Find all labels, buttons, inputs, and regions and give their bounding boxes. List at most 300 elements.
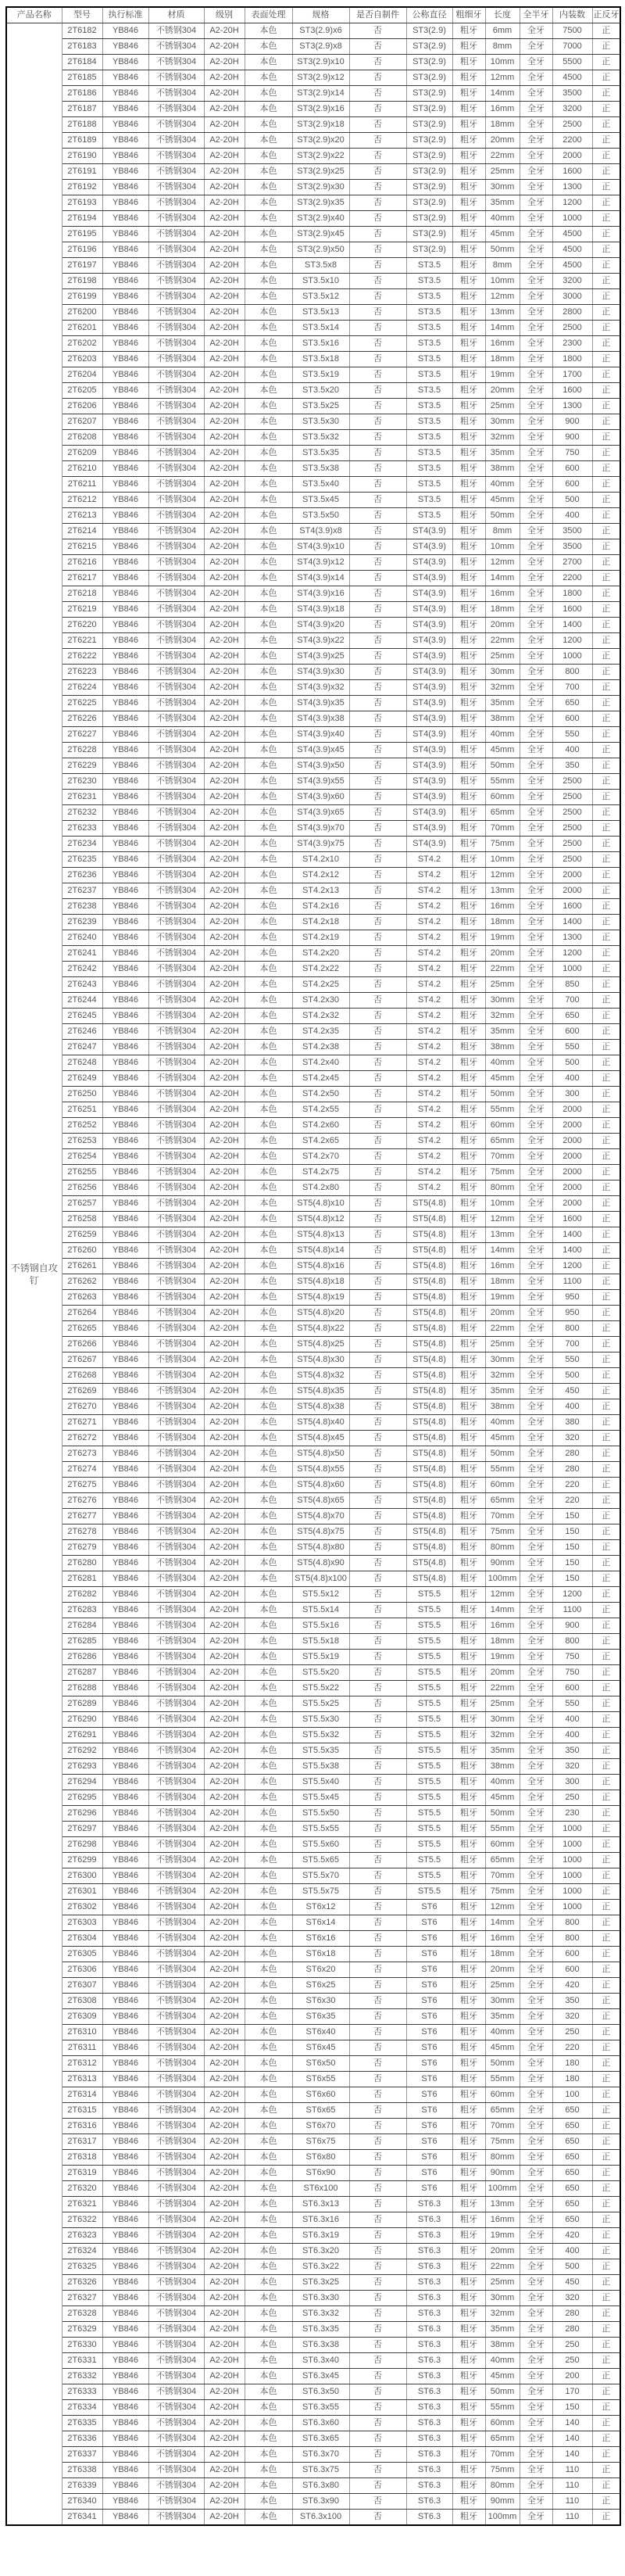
cell-grade: A2-20H xyxy=(204,1994,245,2009)
cell-self-made: 否 xyxy=(349,805,406,821)
cell-surface: 本色 xyxy=(245,915,292,930)
cell-grade: A2-20H xyxy=(204,883,245,899)
cell-model: 2T6304 xyxy=(62,1931,102,1947)
cell-length: 50mm xyxy=(485,2384,520,2400)
cell-thread: 粗牙 xyxy=(452,2510,485,2526)
cell-surface: 本色 xyxy=(245,1227,292,1243)
cell-surface: 本色 xyxy=(245,164,292,180)
cell-direction: 正 xyxy=(592,1900,620,1915)
cell-standard: YB846 xyxy=(102,1462,148,1478)
cell-length: 25mm xyxy=(485,399,520,414)
cell-diameter: ST4.2 xyxy=(406,1181,452,1196)
cell-spec: ST6.3x75 xyxy=(292,2463,349,2478)
cell-direction: 正 xyxy=(592,2181,620,2197)
cell-self-made: 否 xyxy=(349,2400,406,2416)
cell-surface: 本色 xyxy=(245,586,292,602)
cell-direction: 正 xyxy=(592,508,620,524)
cell-full-thread: 全牙 xyxy=(520,1743,552,1759)
cell-qty: 2700 xyxy=(552,555,592,571)
cell-material: 不锈钢304 xyxy=(148,1524,204,1540)
cell-qty: 4500 xyxy=(552,70,592,86)
cell-model: 2T6333 xyxy=(62,2384,102,2400)
cell-thread: 粗牙 xyxy=(452,39,485,55)
cell-spec: ST4(3.9)x45 xyxy=(292,743,349,758)
cell-spec: ST3(2.9)x18 xyxy=(292,117,349,133)
cell-spec: ST5(4.8)x75 xyxy=(292,1524,349,1540)
cell-length: 40mm xyxy=(485,211,520,227)
cell-direction: 正 xyxy=(592,1165,620,1181)
cell-diameter: ST5.5 xyxy=(406,1603,452,1618)
cell-model: 2T6219 xyxy=(62,602,102,618)
cell-grade: A2-20H xyxy=(204,1181,245,1196)
cell-grade: A2-20H xyxy=(204,1728,245,1743)
cell-thread: 粗牙 xyxy=(452,383,485,399)
cell-spec: ST5(4.8)x70 xyxy=(292,1509,349,1524)
table-row xyxy=(6,1759,620,1775)
cell-surface: 本色 xyxy=(245,1478,292,1493)
cell-direction: 正 xyxy=(592,962,620,977)
cell-length: 80mm xyxy=(485,1540,520,1556)
cell-standard: YB846 xyxy=(102,586,148,602)
cell-grade: A2-20H xyxy=(204,86,245,102)
cell-standard: YB846 xyxy=(102,1118,148,1134)
cell-full-thread: 全牙 xyxy=(520,1665,552,1681)
cell-thread: 粗牙 xyxy=(452,883,485,899)
cell-model: 2T6339 xyxy=(62,2478,102,2494)
table-row xyxy=(6,1462,620,1478)
cell-qty: 300 xyxy=(552,1087,592,1102)
cell-thread: 粗牙 xyxy=(452,539,485,555)
cell-grade: A2-20H xyxy=(204,1915,245,1931)
cell-standard: YB846 xyxy=(102,399,148,414)
cell-spec: ST6.3x20 xyxy=(292,2244,349,2259)
cell-qty: 3200 xyxy=(552,274,592,289)
cell-self-made: 否 xyxy=(349,868,406,883)
cell-surface: 本色 xyxy=(245,321,292,336)
cell-length: 8mm xyxy=(485,258,520,274)
cell-self-made: 否 xyxy=(349,2275,406,2291)
cell-spec: ST4(3.9)x40 xyxy=(292,727,349,743)
cell-full-thread: 全牙 xyxy=(520,211,552,227)
cell-self-made: 否 xyxy=(349,1024,406,1040)
cell-spec: ST5.5x55 xyxy=(292,1822,349,1837)
cell-surface: 本色 xyxy=(245,1102,292,1118)
cell-full-thread: 全牙 xyxy=(520,1587,552,1603)
cell-grade: A2-20H xyxy=(204,1368,245,1384)
cell-surface: 本色 xyxy=(245,414,292,430)
cell-thread: 粗牙 xyxy=(452,321,485,336)
cell-full-thread: 全牙 xyxy=(520,2478,552,2494)
cell-spec: ST4(3.9)x35 xyxy=(292,696,349,711)
cell-model: 2T6272 xyxy=(62,1431,102,1446)
cell-surface: 本色 xyxy=(245,1743,292,1759)
cell-grade: A2-20H xyxy=(204,430,245,446)
cell-self-made: 否 xyxy=(349,2259,406,2275)
cell-thread: 粗牙 xyxy=(452,977,485,993)
cell-qty: 150 xyxy=(552,2400,592,2416)
cell-thread: 粗牙 xyxy=(452,367,485,383)
cell-qty: 320 xyxy=(552,1759,592,1775)
cell-grade: A2-20H xyxy=(204,1149,245,1165)
table-row xyxy=(6,1040,620,1055)
cell-direction: 正 xyxy=(592,180,620,195)
cell-standard: YB846 xyxy=(102,2087,148,2103)
cell-full-thread: 全牙 xyxy=(520,1978,552,1994)
cell-model: 2T6327 xyxy=(62,2291,102,2306)
cell-material: 不锈钢304 xyxy=(148,1024,204,1040)
cell-full-thread: 全牙 xyxy=(520,508,552,524)
cell-model: 2T6278 xyxy=(62,1524,102,1540)
cell-thread: 粗牙 xyxy=(452,2072,485,2087)
cell-spec: ST4(3.9)x12 xyxy=(292,555,349,571)
cell-direction: 正 xyxy=(592,837,620,852)
cell-model: 2T6276 xyxy=(62,1493,102,1509)
cell-self-made: 否 xyxy=(349,274,406,289)
cell-grade: A2-20H xyxy=(204,258,245,274)
cell-surface: 本色 xyxy=(245,2166,292,2181)
cell-diameter: ST4(3.9) xyxy=(406,618,452,633)
cell-model: 2T6269 xyxy=(62,1384,102,1399)
cell-self-made: 否 xyxy=(349,2181,406,2197)
cell-material: 不锈钢304 xyxy=(148,1009,204,1024)
cell-thread: 粗牙 xyxy=(452,1868,485,1884)
cell-material: 不锈钢304 xyxy=(148,227,204,242)
cell-spec: ST6x12 xyxy=(292,1900,349,1915)
cell-diameter: ST5(4.8) xyxy=(406,1368,452,1384)
cell-standard: YB846 xyxy=(102,2072,148,2087)
cell-grade: A2-20H xyxy=(204,1384,245,1399)
cell-length: 25mm xyxy=(485,1696,520,1712)
cell-model: 2T6303 xyxy=(62,1915,102,1931)
cell-surface: 本色 xyxy=(245,2416,292,2431)
cell-surface: 本色 xyxy=(245,55,292,70)
cell-full-thread: 全牙 xyxy=(520,665,552,680)
cell-diameter: ST5.5 xyxy=(406,1868,452,1884)
cell-model: 2T6295 xyxy=(62,1790,102,1806)
cell-length: 32mm xyxy=(485,680,520,696)
cell-material: 不锈钢304 xyxy=(148,1478,204,1493)
cell-length: 60mm xyxy=(485,2416,520,2431)
cell-self-made: 否 xyxy=(349,883,406,899)
cell-surface: 本色 xyxy=(245,1868,292,1884)
cell-grade: A2-20H xyxy=(204,1868,245,1884)
cell-direction: 正 xyxy=(592,649,620,665)
product-spec-table xyxy=(5,6,621,2526)
cell-thread: 粗牙 xyxy=(452,727,485,743)
cell-full-thread: 全牙 xyxy=(520,1102,552,1118)
cell-length: 38mm xyxy=(485,711,520,727)
cell-spec: ST3(2.9)x25 xyxy=(292,164,349,180)
cell-full-thread: 全牙 xyxy=(520,2400,552,2416)
cell-length: 35mm xyxy=(485,195,520,211)
cell-spec: ST6x45 xyxy=(292,2040,349,2056)
cell-model: 2T6233 xyxy=(62,821,102,837)
cell-direction: 正 xyxy=(592,2197,620,2212)
cell-self-made: 否 xyxy=(349,1352,406,1368)
cell-model: 2T6340 xyxy=(62,2494,102,2510)
table-row xyxy=(6,2166,620,2181)
cell-material: 不锈钢304 xyxy=(148,2119,204,2134)
cell-grade: A2-20H xyxy=(204,555,245,571)
cell-thread: 粗牙 xyxy=(452,1681,485,1696)
cell-spec: ST6.3x70 xyxy=(292,2447,349,2463)
cell-direction: 正 xyxy=(592,1055,620,1071)
cell-full-thread: 全牙 xyxy=(520,1947,552,1962)
cell-model: 2T6239 xyxy=(62,915,102,930)
cell-direction: 正 xyxy=(592,227,620,242)
cell-full-thread: 全牙 xyxy=(520,1900,552,1915)
cell-standard: YB846 xyxy=(102,1728,148,1743)
cell-self-made: 否 xyxy=(349,2478,406,2494)
cell-direction: 正 xyxy=(592,1931,620,1947)
cell-full-thread: 全牙 xyxy=(520,1087,552,1102)
cell-material: 不锈钢304 xyxy=(148,571,204,586)
cell-material: 不锈钢304 xyxy=(148,2431,204,2447)
cell-full-thread: 全牙 xyxy=(520,1493,552,1509)
cell-thread: 粗牙 xyxy=(452,1227,485,1243)
cell-qty: 500 xyxy=(552,1368,592,1384)
cell-grade: A2-20H xyxy=(204,946,245,962)
cell-thread: 粗牙 xyxy=(452,508,485,524)
cell-self-made: 否 xyxy=(349,242,406,258)
table-row xyxy=(6,1524,620,1540)
cell-direction: 正 xyxy=(592,55,620,70)
cell-spec: ST4.2x25 xyxy=(292,977,349,993)
cell-spec: ST6x100 xyxy=(292,2181,349,2197)
cell-standard: YB846 xyxy=(102,446,148,461)
cell-model: 2T6248 xyxy=(62,1055,102,1071)
cell-spec: ST5.5x20 xyxy=(292,1665,349,1681)
cell-material: 不锈钢304 xyxy=(148,2338,204,2353)
table-row xyxy=(6,1712,620,1728)
cell-thread: 粗牙 xyxy=(452,461,485,477)
cell-standard: YB846 xyxy=(102,1853,148,1868)
cell-surface: 本色 xyxy=(245,227,292,242)
cell-diameter: ST6.3 xyxy=(406,2212,452,2228)
cell-spec: ST5(4.8)x80 xyxy=(292,1540,349,1556)
cell-length: 38mm xyxy=(485,1040,520,1055)
cell-material: 不锈钢304 xyxy=(148,258,204,274)
cell-full-thread: 全牙 xyxy=(520,555,552,571)
table-row xyxy=(6,477,620,493)
cell-surface: 本色 xyxy=(245,2197,292,2212)
cell-grade: A2-20H xyxy=(204,70,245,86)
cell-direction: 正 xyxy=(592,727,620,743)
cell-self-made: 否 xyxy=(349,977,406,993)
cell-model: 2T6313 xyxy=(62,2072,102,2087)
cell-thread: 粗牙 xyxy=(452,1994,485,2009)
cell-direction: 正 xyxy=(592,946,620,962)
column-header-spec: 规格 xyxy=(292,7,349,23)
cell-model: 2T6206 xyxy=(62,399,102,414)
cell-qty: 1600 xyxy=(552,383,592,399)
table-row xyxy=(6,1540,620,1556)
cell-thread: 粗牙 xyxy=(452,743,485,758)
cell-surface: 本色 xyxy=(245,1931,292,1947)
cell-spec: ST6x90 xyxy=(292,2166,349,2181)
cell-self-made: 否 xyxy=(349,1040,406,1055)
cell-self-made: 否 xyxy=(349,1165,406,1181)
cell-grade: A2-20H xyxy=(204,618,245,633)
cell-full-thread: 全牙 xyxy=(520,1055,552,1071)
cell-diameter: ST4.2 xyxy=(406,852,452,868)
cell-diameter: ST5.5 xyxy=(406,1759,452,1775)
table-row xyxy=(6,1149,620,1165)
cell-grade: A2-20H xyxy=(204,133,245,149)
cell-full-thread: 全牙 xyxy=(520,1994,552,2009)
cell-grade: A2-20H xyxy=(204,696,245,711)
cell-full-thread: 全牙 xyxy=(520,117,552,133)
table-row xyxy=(6,711,620,727)
cell-grade: A2-20H xyxy=(204,1837,245,1853)
cell-full-thread: 全牙 xyxy=(520,70,552,86)
product-spec-sheet xyxy=(5,6,621,2526)
cell-self-made: 否 xyxy=(349,1837,406,1853)
cell-model: 2T6254 xyxy=(62,1149,102,1165)
cell-surface: 本色 xyxy=(245,2181,292,2197)
cell-full-thread: 全牙 xyxy=(520,1868,552,1884)
cell-length: 13mm xyxy=(485,1227,520,1243)
cell-model: 2T6261 xyxy=(62,1259,102,1274)
cell-full-thread: 全牙 xyxy=(520,446,552,461)
cell-full-thread: 全牙 xyxy=(520,602,552,618)
cell-full-thread: 全牙 xyxy=(520,1681,552,1696)
cell-standard: YB846 xyxy=(102,1446,148,1462)
cell-length: 19mm xyxy=(485,367,520,383)
cell-qty: 2800 xyxy=(552,305,592,321)
cell-full-thread: 全牙 xyxy=(520,1321,552,1337)
cell-standard: YB846 xyxy=(102,508,148,524)
cell-spec: ST3(2.9)x22 xyxy=(292,149,349,164)
cell-material: 不锈钢304 xyxy=(148,1900,204,1915)
cell-grade: A2-20H xyxy=(204,1227,245,1243)
cell-model: 2T6227 xyxy=(62,727,102,743)
cell-material: 不锈钢304 xyxy=(148,1603,204,1618)
cell-thread: 粗牙 xyxy=(452,2103,485,2119)
cell-self-made: 否 xyxy=(349,743,406,758)
cell-diameter: ST4.2 xyxy=(406,1024,452,1040)
cell-grade: A2-20H xyxy=(204,211,245,227)
cell-model: 2T6222 xyxy=(62,649,102,665)
cell-grade: A2-20H xyxy=(204,1009,245,1024)
cell-standard: YB846 xyxy=(102,164,148,180)
cell-length: 40mm xyxy=(485,1415,520,1431)
cell-qty: 1000 xyxy=(552,1837,592,1853)
cell-diameter: ST4(3.9) xyxy=(406,727,452,743)
cell-diameter: ST6 xyxy=(406,1931,452,1947)
cell-full-thread: 全牙 xyxy=(520,1431,552,1446)
cell-diameter: ST5(4.8) xyxy=(406,1540,452,1556)
cell-self-made: 否 xyxy=(349,696,406,711)
cell-diameter: ST3.5 xyxy=(406,430,452,446)
cell-surface: 本色 xyxy=(245,805,292,821)
cell-qty: 750 xyxy=(552,446,592,461)
cell-surface: 本色 xyxy=(245,352,292,367)
cell-grade: A2-20H xyxy=(204,868,245,883)
table-row xyxy=(6,461,620,477)
cell-full-thread: 全牙 xyxy=(520,1962,552,1978)
table-row xyxy=(6,1634,620,1650)
cell-standard: YB846 xyxy=(102,2306,148,2322)
cell-thread: 粗牙 xyxy=(452,2275,485,2291)
cell-grade: A2-20H xyxy=(204,977,245,993)
table-row xyxy=(6,2291,620,2306)
cell-qty: 250 xyxy=(552,2353,592,2369)
cell-standard: YB846 xyxy=(102,1712,148,1728)
cell-direction: 正 xyxy=(592,1446,620,1462)
cell-length: 18mm xyxy=(485,1634,520,1650)
table-row xyxy=(6,2056,620,2072)
cell-diameter: ST5(4.8) xyxy=(406,1524,452,1540)
cell-thread: 粗牙 xyxy=(452,102,485,117)
cell-self-made: 否 xyxy=(349,2150,406,2166)
cell-standard: YB846 xyxy=(102,477,148,493)
cell-standard: YB846 xyxy=(102,2353,148,2369)
cell-length: 65mm xyxy=(485,2103,520,2119)
cell-material: 不锈钢304 xyxy=(148,2369,204,2384)
cell-model: 2T6337 xyxy=(62,2447,102,2463)
cell-spec: ST6.3x100 xyxy=(292,2510,349,2526)
cell-material: 不锈钢304 xyxy=(148,1994,204,2009)
table-row xyxy=(6,2072,620,2087)
cell-surface: 本色 xyxy=(245,2009,292,2025)
cell-spec: ST6.3x40 xyxy=(292,2353,349,2369)
cell-material: 不锈钢304 xyxy=(148,1743,204,1759)
cell-material: 不锈钢304 xyxy=(148,1102,204,1118)
cell-model: 2T6256 xyxy=(62,1181,102,1196)
cell-qty: 650 xyxy=(552,696,592,711)
cell-thread: 粗牙 xyxy=(452,242,485,258)
cell-qty: 600 xyxy=(552,1947,592,1962)
table-row xyxy=(6,321,620,336)
cell-length: 16mm xyxy=(485,336,520,352)
cell-material: 不锈钢304 xyxy=(148,1493,204,1509)
cell-standard: YB846 xyxy=(102,930,148,946)
cell-surface: 本色 xyxy=(245,1196,292,1212)
cell-model: 2T6212 xyxy=(62,493,102,508)
cell-material: 不锈钢304 xyxy=(148,539,204,555)
cell-direction: 正 xyxy=(592,446,620,461)
cell-surface: 本色 xyxy=(245,680,292,696)
cell-qty: 600 xyxy=(552,477,592,493)
cell-thread: 粗牙 xyxy=(452,1165,485,1181)
cell-standard: YB846 xyxy=(102,1321,148,1337)
cell-material: 不锈钢304 xyxy=(148,1259,204,1274)
cell-material: 不锈钢304 xyxy=(148,899,204,915)
column-header-length: 长度 xyxy=(485,7,520,23)
cell-spec: ST3(2.9)x12 xyxy=(292,70,349,86)
cell-qty: 170 xyxy=(552,2384,592,2400)
cell-surface: 本色 xyxy=(245,1462,292,1478)
cell-spec: ST6.3x55 xyxy=(292,2400,349,2416)
cell-spec: ST4.2x12 xyxy=(292,868,349,883)
cell-direction: 正 xyxy=(592,1603,620,1618)
cell-self-made: 否 xyxy=(349,618,406,633)
cell-length: 90mm xyxy=(485,2166,520,2181)
cell-standard: YB846 xyxy=(102,2040,148,2056)
cell-full-thread: 全牙 xyxy=(520,2040,552,2056)
cell-full-thread: 全牙 xyxy=(520,649,552,665)
cell-diameter: ST6.3 xyxy=(406,2384,452,2400)
cell-standard: YB846 xyxy=(102,2275,148,2291)
cell-qty: 400 xyxy=(552,508,592,524)
cell-standard: YB846 xyxy=(102,1306,148,1321)
cell-material: 不锈钢304 xyxy=(148,1822,204,1837)
cell-full-thread: 全牙 xyxy=(520,696,552,711)
cell-spec: ST5.5x32 xyxy=(292,1728,349,1743)
cell-thread: 粗牙 xyxy=(452,1024,485,1040)
cell-self-made: 否 xyxy=(349,336,406,352)
